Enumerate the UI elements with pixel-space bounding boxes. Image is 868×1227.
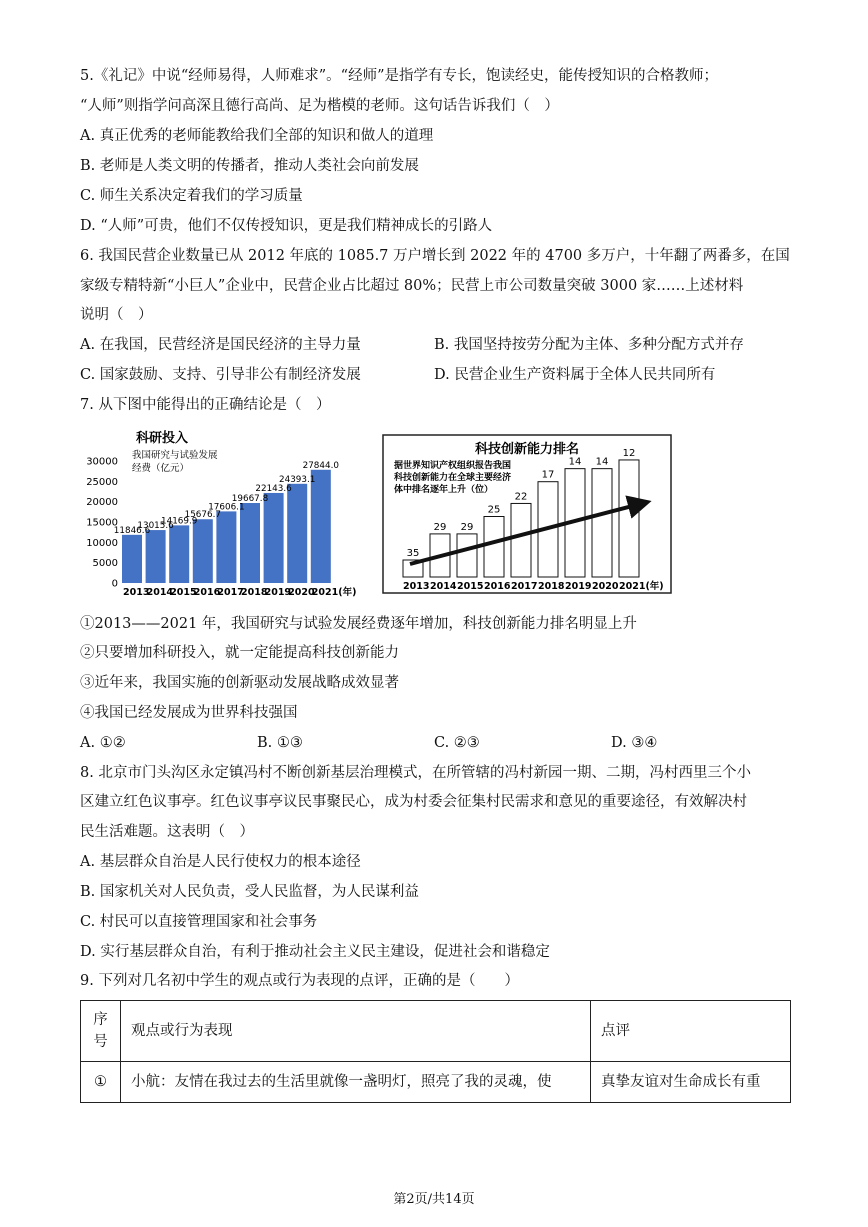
chart2-value-label: 22 — [514, 491, 528, 503]
q6-stem-line-1: 6. 我国民营企业数量已从 2012 年底的 1085.7 万户增长到 2022 年的 4700 多万户，十年翻了两番多，在国 — [80, 248, 790, 264]
chart2-annotation-line-2: 科技创新能力在全球主要经济 — [394, 473, 512, 483]
chart2-value-label: 14 — [595, 456, 609, 468]
chart2-xtick-label: 2017 — [511, 581, 538, 592]
chart1-xtick-label: 2020 — [288, 587, 315, 598]
chart2-xtick-label: 2021(年) — [619, 581, 664, 592]
table-cell: 小航：友情在我过去的生活里就像一盏明灯，照亮了我的灵魂，使 — [121, 1062, 591, 1103]
chart2-value-label: 29 — [433, 521, 447, 533]
chart1-xtick-label: 2013 — [123, 587, 150, 598]
chart1-xtick-label: 2021(年) — [311, 587, 357, 598]
chart1-xtick-label: 2017 — [217, 587, 244, 598]
chart1-ytick-label: 15000 — [86, 517, 118, 529]
q8-option-c: C. 村民可以直接管理国家和社会事务 — [80, 914, 318, 930]
q8-option-d: D. 实行基层群众自治，有利于推动社会主义民主建设，促进社会和谐稳定 — [80, 944, 550, 960]
chart1-bar — [193, 519, 213, 583]
chart2-bar — [457, 534, 477, 577]
q6-stem-line-3: 说明（ ） — [80, 307, 153, 323]
chart1-ytick-label: 0 — [111, 578, 118, 590]
q6-option-c: C. 国家鼓励、支持、引导非公有制经济发展 — [80, 367, 361, 383]
chart1-value-label: 14169.9 — [161, 516, 198, 527]
chart1-subtitle-line-1: 我国研究与试验发展 — [132, 450, 218, 461]
q5-stem-line-2: “人师”则指学问高深且德行高尚、足为楷模的老师。这句话告诉我们（ ） — [80, 98, 559, 114]
chart1-bar — [311, 470, 331, 583]
chart2-title: 科技创新能力排名 — [474, 442, 580, 457]
q6-stem-line-2: 家级专精特新“小巨人”企业中，民营企业占比超过 80%；民营上市公司数量突破 3000 家……上述材料 — [80, 278, 744, 294]
chart2-bar — [484, 517, 504, 578]
chart2-bar — [511, 503, 531, 577]
chart2-xtick-label: 2020 — [592, 581, 619, 592]
research-investment-chart — [80, 424, 375, 600]
q8-option-a: A. 基层群众自治是人民行使权力的根本途径 — [80, 854, 361, 870]
chart1-value-label: 22143.6 — [255, 483, 292, 494]
chart1-xtick-label: 2014 — [146, 587, 174, 598]
chart1-xtick-label: 2015 — [170, 587, 197, 598]
chart1-xtick-label: 2018 — [241, 587, 268, 598]
chart2-value-label: 35 — [406, 548, 420, 559]
q8-stem-line-3: 民生活难题。这表明（ ） — [80, 824, 254, 840]
q5-option-b: B. 老师是人类文明的传播者，推动人类社会向前发展 — [80, 158, 419, 174]
q6-option-b: B. 我国坚持按劳分配为主体、多种分配方式并存 — [434, 337, 744, 353]
chart1-bar — [264, 493, 284, 583]
table-cell: 真挚友谊对生命成长有重 — [591, 1062, 791, 1103]
q7-option-c: C. ②③ — [434, 735, 480, 751]
chart1-bar — [122, 535, 142, 583]
chart2-value-label: 29 — [460, 521, 474, 533]
chart2-xtick-label: 2019 — [565, 581, 592, 592]
q7-statement-3: ③近年来，我国实施的创新驱动发展战略成效显著 — [80, 675, 399, 691]
table-header-cell: 序号 — [81, 1001, 121, 1062]
q8-option-b: B. 国家机关对人民负责，受人民监督，为人民谋利益 — [80, 884, 419, 900]
q6-option-a: A. 在我国，民营经济是国民经济的主导力量 — [80, 337, 361, 353]
chart1-value-label: 11846.6 — [113, 525, 151, 536]
chart1-ytick-label: 25000 — [86, 476, 118, 488]
chart1-value-label: 13015.6 — [137, 521, 174, 532]
chart2-value-label: 25 — [487, 504, 501, 516]
chart2-bar — [619, 460, 639, 577]
q7-option-d: D. ③④ — [611, 735, 658, 751]
chart1-value-label: 15676.7 — [184, 510, 221, 521]
q9-table — [80, 1000, 791, 1103]
innovation-ranking-chart — [382, 434, 672, 596]
q7-statement-2: ②只要增加科研投入，就一定能提高科技创新能力 — [80, 645, 399, 661]
chart2-value-label: 17 — [541, 469, 555, 481]
chart1-value-label: 17606.1 — [208, 502, 245, 513]
chart1-xtick-label: 2016 — [193, 587, 221, 598]
chart1-xtick-label: 2019 — [264, 587, 292, 598]
chart1-value-label: 27844.0 — [302, 460, 339, 471]
chart2-xtick-label: 2018 — [538, 581, 565, 592]
q8-stem-line-2: 区建立红色议事亭。红色议事亭议民事聚民心，成为村委会征集村民需求和意见的重要途径，有效解决村 — [80, 794, 747, 810]
chart2-value-label: 12 — [622, 447, 636, 459]
chart1-bar — [240, 503, 260, 583]
chart1-title: 科研投入 — [136, 431, 189, 446]
q7-option-b: B. ①③ — [257, 735, 303, 751]
q5-option-a: A. 真正优秀的老师能教给我们全部的知识和做人的道理 — [80, 128, 434, 144]
chart2-annotation-line-3: 体中排名逐年上升（位） — [394, 485, 494, 495]
table-header-cell: 观点或行为表现 — [121, 1001, 591, 1062]
q8-stem-line-1: 8. 北京市门头沟区永定镇冯村不断创新基层治理模式，在所管辖的冯村新园一期、二期，冯村西里三个小 — [80, 765, 751, 781]
table-row — [81, 1062, 791, 1103]
chart1-bar — [287, 484, 307, 583]
table-header-row — [81, 1001, 791, 1062]
chart2-xtick-label: 2016 — [484, 581, 511, 592]
table-cell: ① — [81, 1062, 121, 1103]
chart1-value-label: 19667.8 — [231, 494, 269, 505]
chart1-ytick-label: 20000 — [86, 497, 118, 509]
chart2-bar — [592, 469, 612, 577]
chart1-ytick-label: 5000 — [92, 558, 118, 570]
chart1-bar — [146, 530, 166, 583]
q7-statement-1: ①2013——2021 年，我国研究与试验发展经费逐年增加，科技创新能力排名明显上升 — [80, 616, 637, 632]
q5-stem-line-1: 5.《礼记》中说“经师易得，人师难求”。“经师”是指学有专长，饱读经史，能传授知识的合格教师； — [80, 68, 718, 84]
table-header-cell: 点评 — [591, 1001, 791, 1062]
chart2-xtick-label: 2014 — [430, 581, 457, 592]
chart1-bar — [169, 525, 189, 583]
q6-option-d: D. 民营企业生产资料属于全体人民共同所有 — [434, 367, 716, 383]
page-footer: 第2页/共14页 — [393, 1192, 475, 1207]
chart2-xtick-label: 2015 — [457, 581, 484, 592]
chart1-bar — [216, 511, 236, 583]
chart2-annotation-line-1: 据世界知识产权组织报告我国 — [394, 461, 512, 471]
chart2-xtick-label: 2013 — [403, 581, 430, 592]
chart1-value-label: 24393.1 — [279, 474, 316, 485]
q5-option-d: D. “人师”可贵，他们不仅传授知识，更是我们精神成长的引路人 — [80, 218, 493, 234]
q7-option-a: A. ①② — [80, 735, 126, 751]
q5-option-c: C. 师生关系决定着我们的学习质量 — [80, 188, 303, 204]
chart1-ytick-label: 30000 — [86, 456, 118, 468]
q7-stem: 7. 从下图中能得出的正确结论是（ ） — [80, 397, 331, 413]
chart1-ytick-label: 10000 — [86, 537, 118, 549]
q9-stem: 9. 下列对几名初中学生的观点或行为表现的点评，正确的是（ ） — [80, 973, 519, 989]
chart1-subtitle-line-2: 经费（亿元） — [132, 463, 190, 474]
chart2-value-label: 14 — [568, 456, 582, 468]
q7-statement-4: ④我国已经发展成为世界科技强国 — [80, 705, 298, 721]
